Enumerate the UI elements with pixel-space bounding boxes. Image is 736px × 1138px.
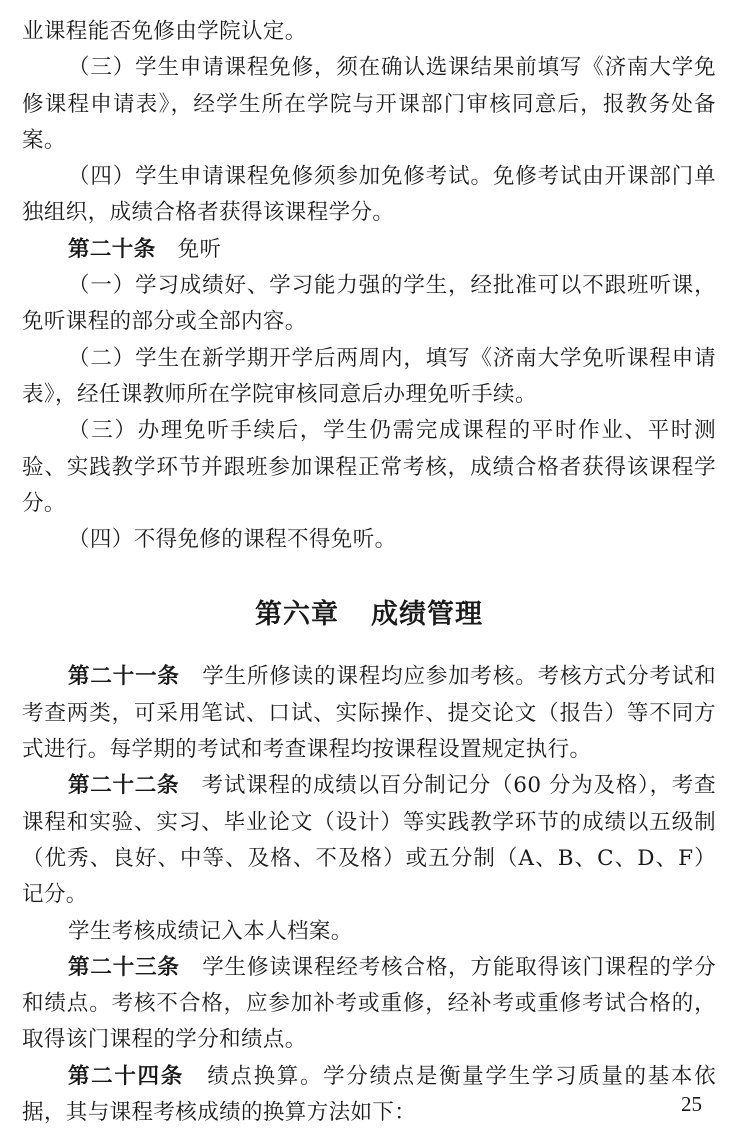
article-label: 第二十一条	[68, 664, 180, 690]
chapter-number: 第六章	[255, 599, 339, 631]
article	[22, 659, 716, 768]
article-label: 第二十四条	[68, 1063, 184, 1089]
article-text: 绩点换算。学分绩点是衡量学生学习质量的基本依据，其与课程考核成绩的换算方法如下：	[22, 1063, 716, 1126]
list-item: （四）不得免修的课程不得免听。	[68, 527, 397, 553]
list-item: （三）办理免听手续后，学生仍需完成课程的平时作业、平时测验、实践教学环节并跟班参加课程正常考核，成绩合格者获得该课程学分。	[22, 418, 716, 516]
article	[22, 1059, 716, 1132]
paragraph: 业课程能否免修由学院认定。	[22, 19, 307, 44]
article-text: 学生所修读的课程均应参加考核。考核方式分考试和考查两类，可采用笔试、口试、实际操作、提交论文（报告）等不同方式进行。每学期的考试和考查课程均按课程设置规定执行。	[22, 664, 716, 763]
chapter-title	[22, 558, 716, 659]
article-text: 学生修读课程经考核合格，方能取得该门课程的学分和绩点。考核不合格，应参加补考或重修，经补考或重修考试合格的，取得该门课程的学分和绩点。	[22, 954, 716, 1053]
article-label: 第二十条	[68, 236, 156, 262]
paragraph: （四）学生申请课程免修须参加免修考试。免修考试由开课部门单独组织，成绩合格者获得该课程学分。	[22, 164, 716, 226]
article-title: 免听	[177, 236, 222, 262]
article	[22, 768, 716, 913]
paragraph: （三）学生申请课程免修，须在确认选课结果前填写《济南大学免修课程申请表》，经学生所在学院与开课部门审核同意后，报教务处备案。	[22, 55, 716, 153]
article-label: 第二十三条	[68, 954, 180, 980]
article-text: 考试课程的成绩以百分制记分（60 分为及格），考查课程和实验、实习、毕业论文（设计）等实践教学环节的成绩以五级制（优秀、良好、中等、及格、不及格）或五分制（A、B、C、D、F）记分。	[22, 773, 716, 908]
list-item: （二）学生在新学期开学后两周内，填写《济南大学免听课程申请表》，经任课教师所在学院审核同意后办理免听手续。	[22, 345, 716, 407]
article-heading	[22, 232, 716, 268]
document-page	[22, 14, 716, 1131]
article	[22, 950, 716, 1059]
list-item: （一）学习成绩好、学习能力强的学生，经批准可以不跟班听课，免听课程的部分或全部内容。	[22, 273, 716, 335]
page-number: 25	[681, 1092, 702, 1116]
paragraph: 学生考核成绩记入本人档案。	[68, 918, 353, 944]
chapter-name: 成绩管理	[371, 599, 483, 631]
article-label: 第二十二条	[68, 773, 180, 799]
